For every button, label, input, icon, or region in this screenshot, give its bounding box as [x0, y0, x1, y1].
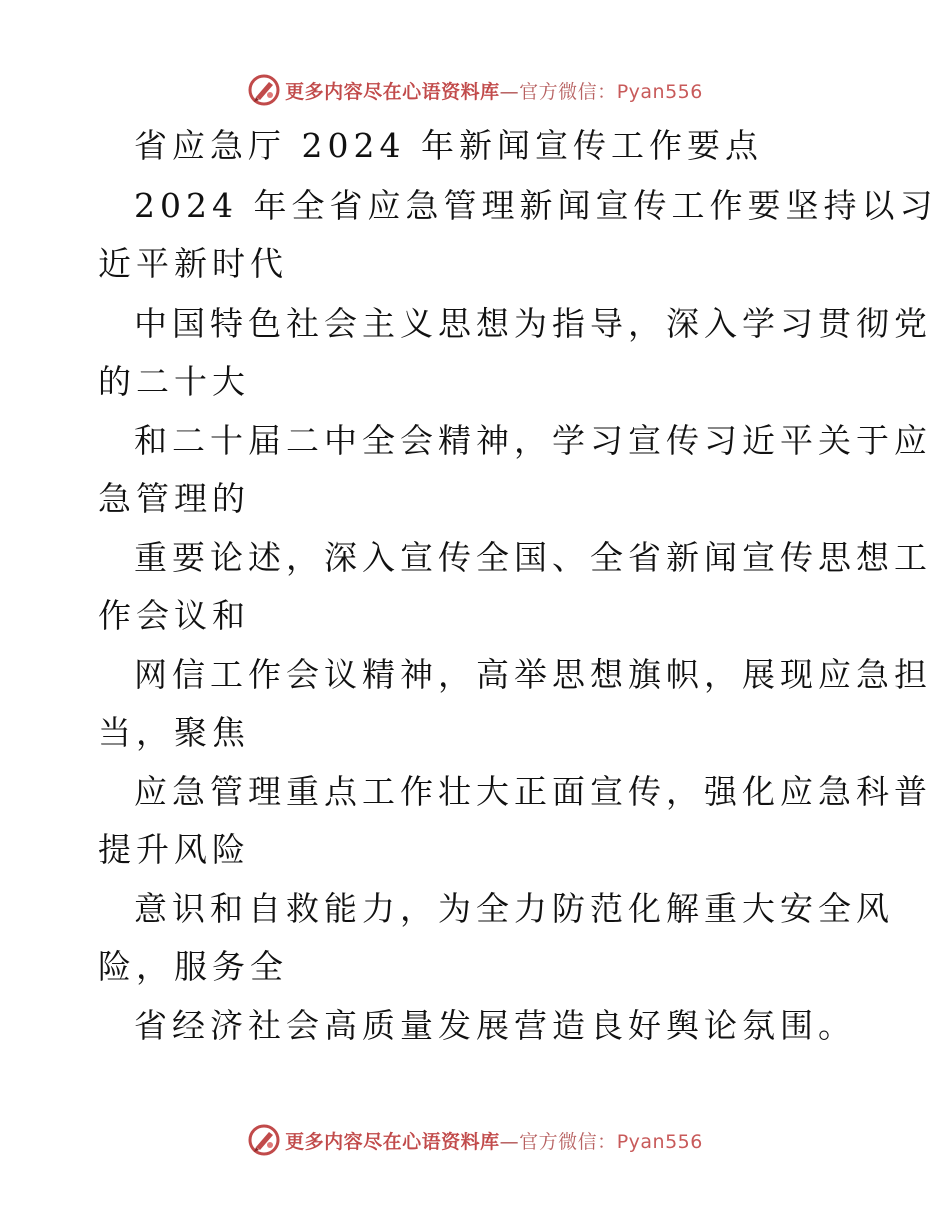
watermark-wechat-id: Pyan556 [616, 80, 703, 103]
brand-logo-icon [247, 1123, 281, 1157]
watermark-wechat-label: 官方微信： [519, 1130, 617, 1153]
header-watermark [0, 70, 950, 110]
brand-logo-icon [247, 73, 281, 107]
paragraph-line: 中国特色社会主义思想为指导，深入学习贯彻党 [134, 304, 932, 343]
watermark-wechat-label: 官方微信： [519, 80, 617, 103]
watermark-dash: — [499, 1130, 520, 1153]
watermark-text [285, 77, 703, 104]
paragraph-line: 意识和自救能力，为全力防范化解重大安全风 [134, 889, 894, 928]
watermark-main: 更多内容尽在心语资料库 [285, 80, 500, 103]
paragraph-line: 网信工作会议精神，高举思想旗帜，展现应急担 [134, 655, 932, 694]
footer-watermark [0, 1120, 950, 1160]
paragraph-line: 的二十大 [98, 362, 250, 401]
paragraph-line: 提升风险 [98, 830, 250, 869]
paragraph-line: 当，聚焦 [98, 713, 250, 752]
watermark-dash: — [499, 80, 520, 103]
paragraph-line: 近平新时代 [98, 244, 288, 283]
paragraph-line: 和二十届二中全会精神，学习宣传习近平关于应 [134, 421, 932, 460]
paragraph-line: 作会议和 [98, 596, 250, 635]
paragraph-line: 2024 年全省应急管理新闻宣传工作要坚持以习 [134, 186, 938, 225]
paragraph-line: 重要论述，深入宣传全国、全省新闻宣传思想工 [134, 538, 932, 577]
watermark-wechat-id: Pyan556 [616, 1130, 703, 1153]
watermark-main: 更多内容尽在心语资料库 [285, 1130, 500, 1153]
paragraph-line: 应急管理重点工作壮大正面宣传，强化应急科普 [134, 772, 932, 811]
paragraph-line: 省经济社会高质量发展营造良好舆论氛围。 [134, 1006, 856, 1045]
document-title: 省应急厅 2024 年新闻宣传工作要点 [134, 126, 763, 165]
paragraph-line: 急管理的 [98, 479, 250, 518]
watermark-text [285, 1127, 703, 1154]
paragraph-line: 险，服务全 [98, 947, 288, 986]
